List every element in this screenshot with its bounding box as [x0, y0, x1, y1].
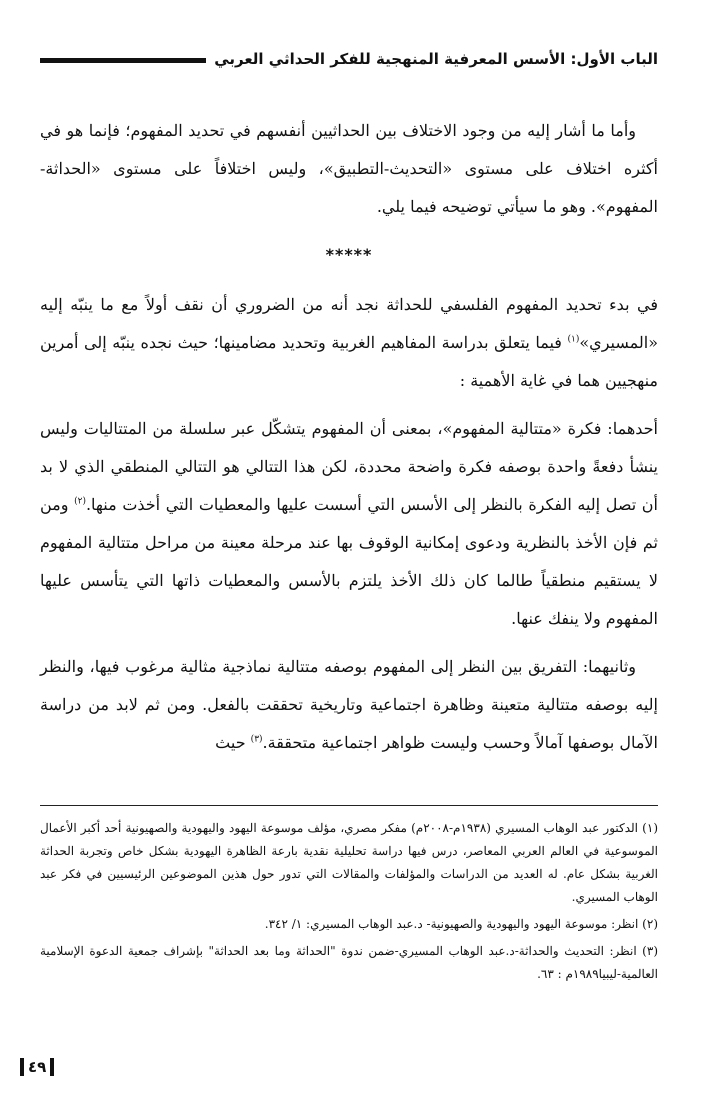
- running-header: [40, 44, 658, 74]
- paragraph-4: [40, 648, 658, 762]
- page-number-box: [20, 1058, 54, 1076]
- chapter-title: الباب الأول: الأسس المعرفية المنهجية للفكر الحداثي العربي: [214, 50, 658, 68]
- page-number: ٤٩: [28, 1058, 47, 1076]
- page-number-bar-left: [50, 1058, 54, 1076]
- footnote-ref-3[interactable]: (٣): [250, 734, 263, 745]
- paragraph-1: وأما ما أشار إليه من وجود الاختلاف بين الحداثيين أنفسهم في تحديد المفهوم؛ فإنما هو في أكثره اختلاف على مستوى «التحديث-التطبيق»، وليس اختلافاً على مستوى «الحداثة-المفهوم». وهو ما سيأتي توضيحه فيما يلي.: [40, 121, 658, 216]
- paragraph-2-text-a: في بدء تحديد المفهوم الفلسفي للحداثة نجد أنه من الضروري أن نقف أولاً مع ما ينبّه إليه «المسيري»: [40, 295, 658, 352]
- footnote-1: (١) الدكتور عبد الوهاب المسيري (١٩٣٨م-٢٠٠٨م) مفكر مصري، مؤلف موسوعة اليهود واليهودية والصهيونية أحد أكبر الأعمال الموسوعية في العالم العربي المعاصر، درس فيها دراسة تحليلية نقدية بارعة الظاهرة اليهودية بشكل خاص وتجربة الحداثة الغربية بشكل عام. له العديد من الدراسات والمؤلفات والمقالات التي تدور حول هذين الموضوعين الرئيسيين في فكر عبد الوهاب المسيري.: [40, 821, 658, 904]
- book-page: [40, 0, 658, 1111]
- paragraph-2: [40, 286, 658, 400]
- footnote-separator: [40, 805, 658, 806]
- body-text: [40, 112, 658, 772]
- footnote-ref-1[interactable]: (١): [567, 334, 580, 345]
- paragraph-3: [40, 410, 658, 638]
- footnotes: [40, 817, 658, 990]
- paragraph-3-text-a: أحدهما: فكرة «متتالية المفهوم»، بمعنى أن المفهوم يتشكّل عبر سلسلة من المتتاليات وليس ينشأ دفعةً واحدة بوصفه فكرة واضحة محددة، لكن هذا التتالي هو التتالي المنطقي الذي لا بد أن تصل إليه الفكرة بالنظر إلى الأسس التي أسست عليها والمعطيات التي أخذت منها.: [40, 419, 659, 514]
- paragraph-3-text-b: ومن ثم فإن الأخذ بالنظرية ودعوى إمكانية الوقوف بها عند مرحلة معينة من مراحل متتالية المفهوم لا يستقيم منطقياً طالما كان ذلك الأخذ يلتزم بالأسس والمعطيات ذاتها التي يتأسس عليها المفهوم ولا ينفك عنها.: [40, 495, 658, 628]
- paragraph-2-text-b: فيما يتعلق بدراسة المفاهيم الغربية وتحديد مضامينها؛ حيث نجده ينبّه إلى أمرين منهجيين هما في غاية الأهمية :: [40, 333, 658, 390]
- footnote-3: (٣) انظر: التحديث والحداثة-د.عبد الوهاب المسيري-ضمن ندوة "الحداثة وما بعد الحداثة" بإشراف جمعية الدعوة الإسلامية العالمية-ليبيا١٩٨٩م : ٦٣.: [40, 944, 658, 981]
- paragraph-4-text-b: حيث: [215, 733, 251, 752]
- page-number-bar-right: [20, 1058, 24, 1076]
- footnote-ref-2[interactable]: (٢): [74, 496, 86, 507]
- section-separator: *****: [325, 245, 373, 264]
- paragraph-4-text-a: وثانيهما: التفريق بين النظر إلى المفهوم بوصفه متتالية نماذجية مثالية مرغوب فيها، والنظر إليه بوصفه متتالية متعينة وظاهرة اجتماعية وتاريخية تحققت بالفعل. ومن ثم لابد من دراسة الآمال بوصفها آمالاً وحسب وليست ظواهر اجتماعية متحققة.: [40, 657, 658, 752]
- header-rule: [40, 58, 206, 63]
- footnote-2: (٢) انظر: موسوعة اليهود واليهودية والصهيونية- د.عبد الوهاب المسيري: ١/ ٣٤٢.: [264, 917, 658, 931]
